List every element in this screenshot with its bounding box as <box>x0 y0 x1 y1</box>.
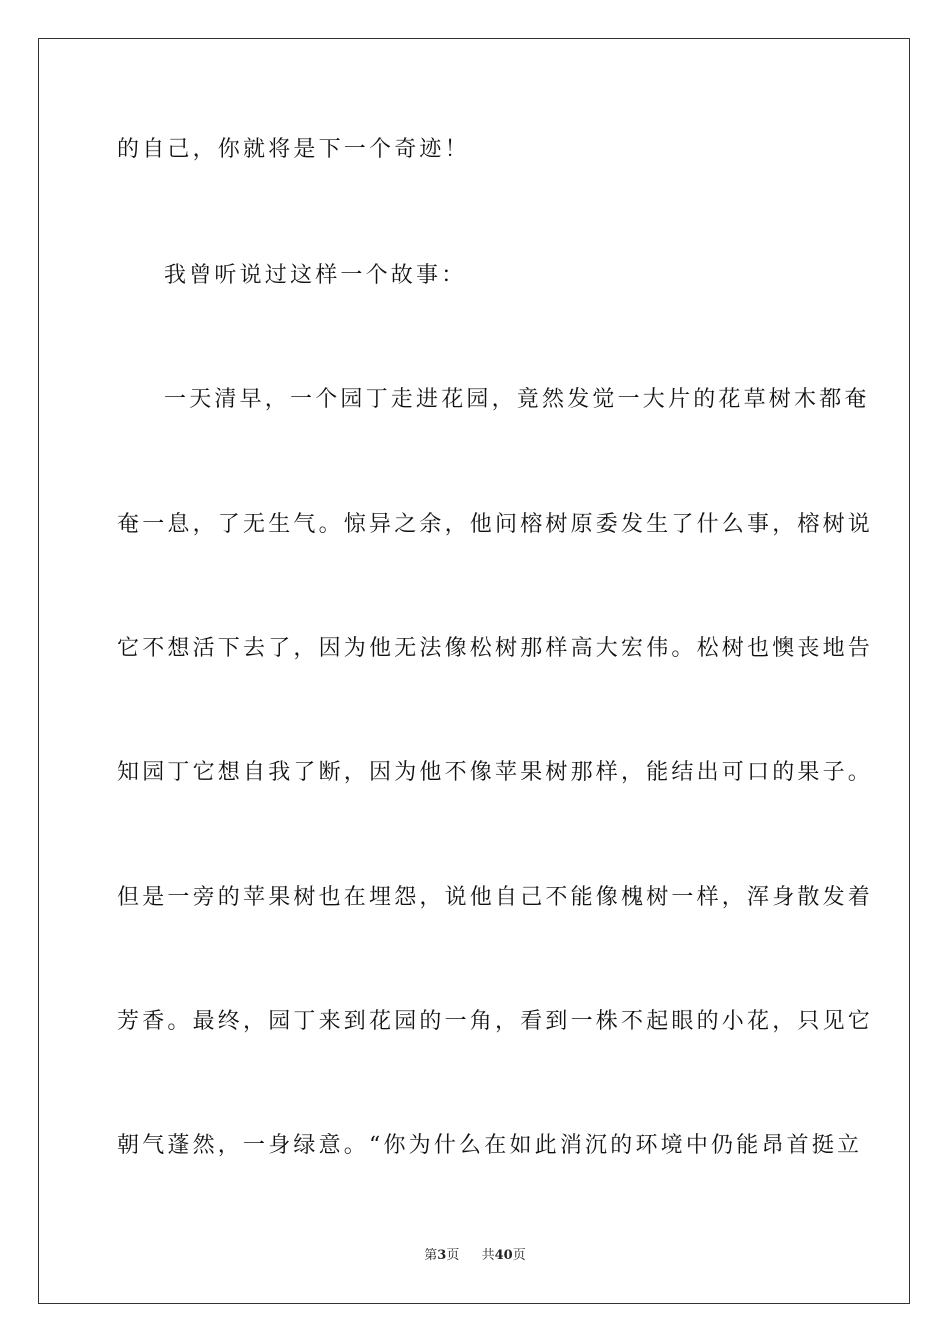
text-line-8: 芳香。最终，园丁来到花园的一角，看到一株不起眼的小花，只见它 <box>117 1009 874 1034</box>
text-line-6: 知园丁它想自我了断，因为他不像苹果树那样，能结出可口的果子。 <box>117 760 874 785</box>
footer-total-prefix: 共 <box>481 1248 495 1263</box>
text-line-2: 我曾听说过这样一个故事： <box>164 263 467 288</box>
page-border <box>38 38 910 1304</box>
text-line-9: 朝气蓬然，一身绿意。“你为什么在如此消沉的环境中仍能昂首挺立 <box>117 1133 863 1158</box>
text-line-1: 的自己，你就将是下一个奇迹！ <box>117 137 470 162</box>
footer-total-pages: 40 <box>494 1248 513 1263</box>
page-footer <box>0 1247 950 1265</box>
text-line-3: 一天清早，一个园丁走进花园，竟然发觉一大片的花草树木都奄 <box>164 387 870 412</box>
footer-total-suffix: 页 <box>512 1248 526 1263</box>
footer-page-prefix: 第 <box>424 1248 438 1263</box>
text-line-5: 它不想活下去了，因为他无法像松树那样高大宏伟。松树也懊丧地告 <box>117 636 874 661</box>
text-line-7: 但是一旁的苹果树也在埋怨，说他自己不能像槐树一样，浑身散发着 <box>117 885 874 910</box>
footer-page-number: 3 <box>437 1248 447 1263</box>
footer-page-suffix: 页 <box>446 1248 460 1263</box>
text-line-4: 奄一息，了无生气。惊异之余，他问榕树原委发生了什么事，榕树说 <box>117 512 874 537</box>
